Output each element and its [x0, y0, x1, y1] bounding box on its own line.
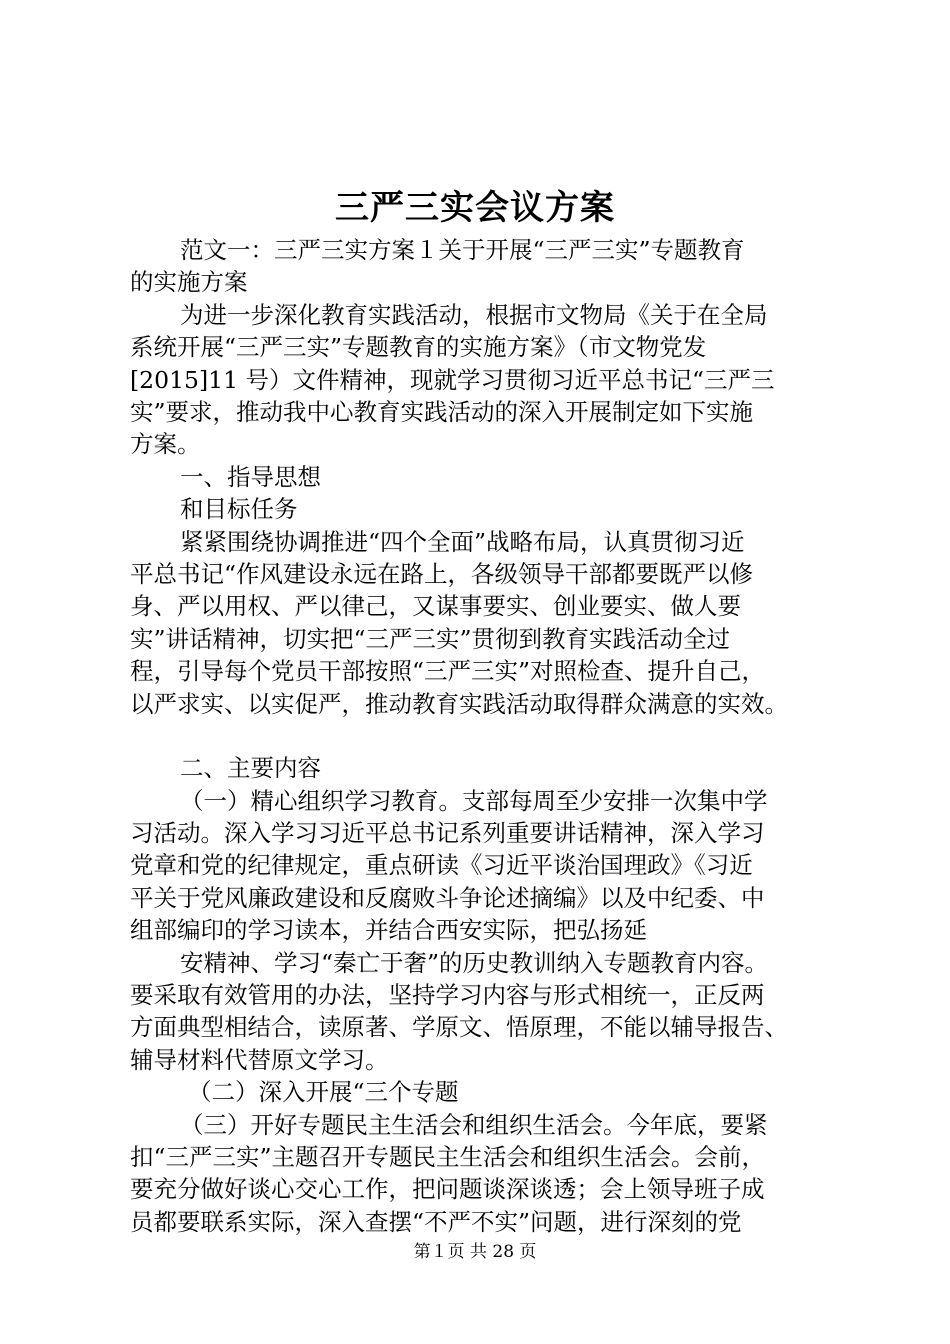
text-line: 平关于党风廉政建设和反腐败斗争论述摘编》以及中纪委、中: [130, 883, 765, 912]
text-line: （三）开好专题民主生活会和组织生活会。今年底，要紧: [180, 1110, 768, 1139]
text-line: 平总书记“作风建设永远在路上，各级领导干部都要既严以修: [130, 560, 754, 589]
text-line: 以严求实、以实促严，推动教育实践活动取得群众满意的实效。: [130, 689, 788, 718]
text-line: 组部编印的学习读本，并结合西安实际，把弘扬延: [130, 916, 647, 945]
text-line: 党章和党的纪律规定，重点研读《习近平谈治国理政》《习近: [130, 851, 753, 880]
text-line: 程，引导每个党员干部按照“三严三实”对照检查、提升自己，: [130, 657, 766, 686]
text-line: 系统开展“三严三实”专题教育的实施方案》（市文物党发: [130, 333, 707, 362]
page-number-footer: 第１页 共 28 页: [413, 1242, 537, 1262]
text-line: 身、严以用权、严以律己，又谋事要实、创业要实、做人要: [130, 592, 741, 621]
text-line: 紧紧围绕协调推进“四个全面”战略布局，认真贯彻习近: [180, 527, 745, 556]
paragraph-gap: [130, 720, 830, 752]
text-line: 的实施方案: [130, 268, 248, 297]
text-line: （一）精心组织学习教育。支部每周至少安排一次集中学: [180, 786, 768, 815]
text-line: 扣“三严三实”主题召开专题民主生活会和组织生活会。会前，: [130, 1142, 766, 1171]
text-line: 辅导材料代替原文学习。: [130, 1045, 389, 1074]
text-line: 习活动。深入学习习近平总书记系列重要讲话精神，深入学习: [130, 818, 765, 847]
text-line: 实”讲话精神，切实把“三严三实”贯彻到教育实践活动全过: [130, 624, 731, 653]
text-line: 范文一：三严三实方案１关于开展“三严三实”专题教育: [180, 236, 745, 264]
text-line: 安精神、学习“秦亡于奢”的历史教训纳入专题教育内容。: [180, 948, 769, 977]
section-heading: 二、主要内容: [180, 754, 321, 783]
section-heading: 一、指导思想: [180, 462, 321, 491]
text-line: 实”要求，推动我中心教育实践活动的深入开展制定如下实施: [130, 398, 754, 427]
text-line: 员都要联系实际，深入查摆“不严不实”问题，进行深刻的党: [130, 1207, 742, 1236]
text-line: 为进一步深化教育实践活动，根据市文物局《关于在全局: [180, 300, 768, 329]
text-line: 要采取有效管用的办法，坚持学习内容与形式相统一，正反两: [130, 980, 765, 1009]
document-body: [130, 234, 830, 1238]
text-line: 方案。: [130, 430, 201, 459]
text-line: 要充分做好谈心交心工作，把问题谈深谈透；会上领导班子成: [130, 1175, 765, 1204]
section-heading: （二）深入开展“三个专题: [188, 1078, 459, 1107]
text-line: 方面典型相结合，读原著、学原文、悟原理，不能以辅导报告、: [130, 1013, 788, 1042]
document-title: 三严三实会议方案: [335, 188, 615, 228]
text-line: [2015]11 号）文件精神，现就学习贯彻习近平总书记“三严三: [130, 365, 775, 394]
section-heading: 和目标任务: [180, 495, 298, 524]
